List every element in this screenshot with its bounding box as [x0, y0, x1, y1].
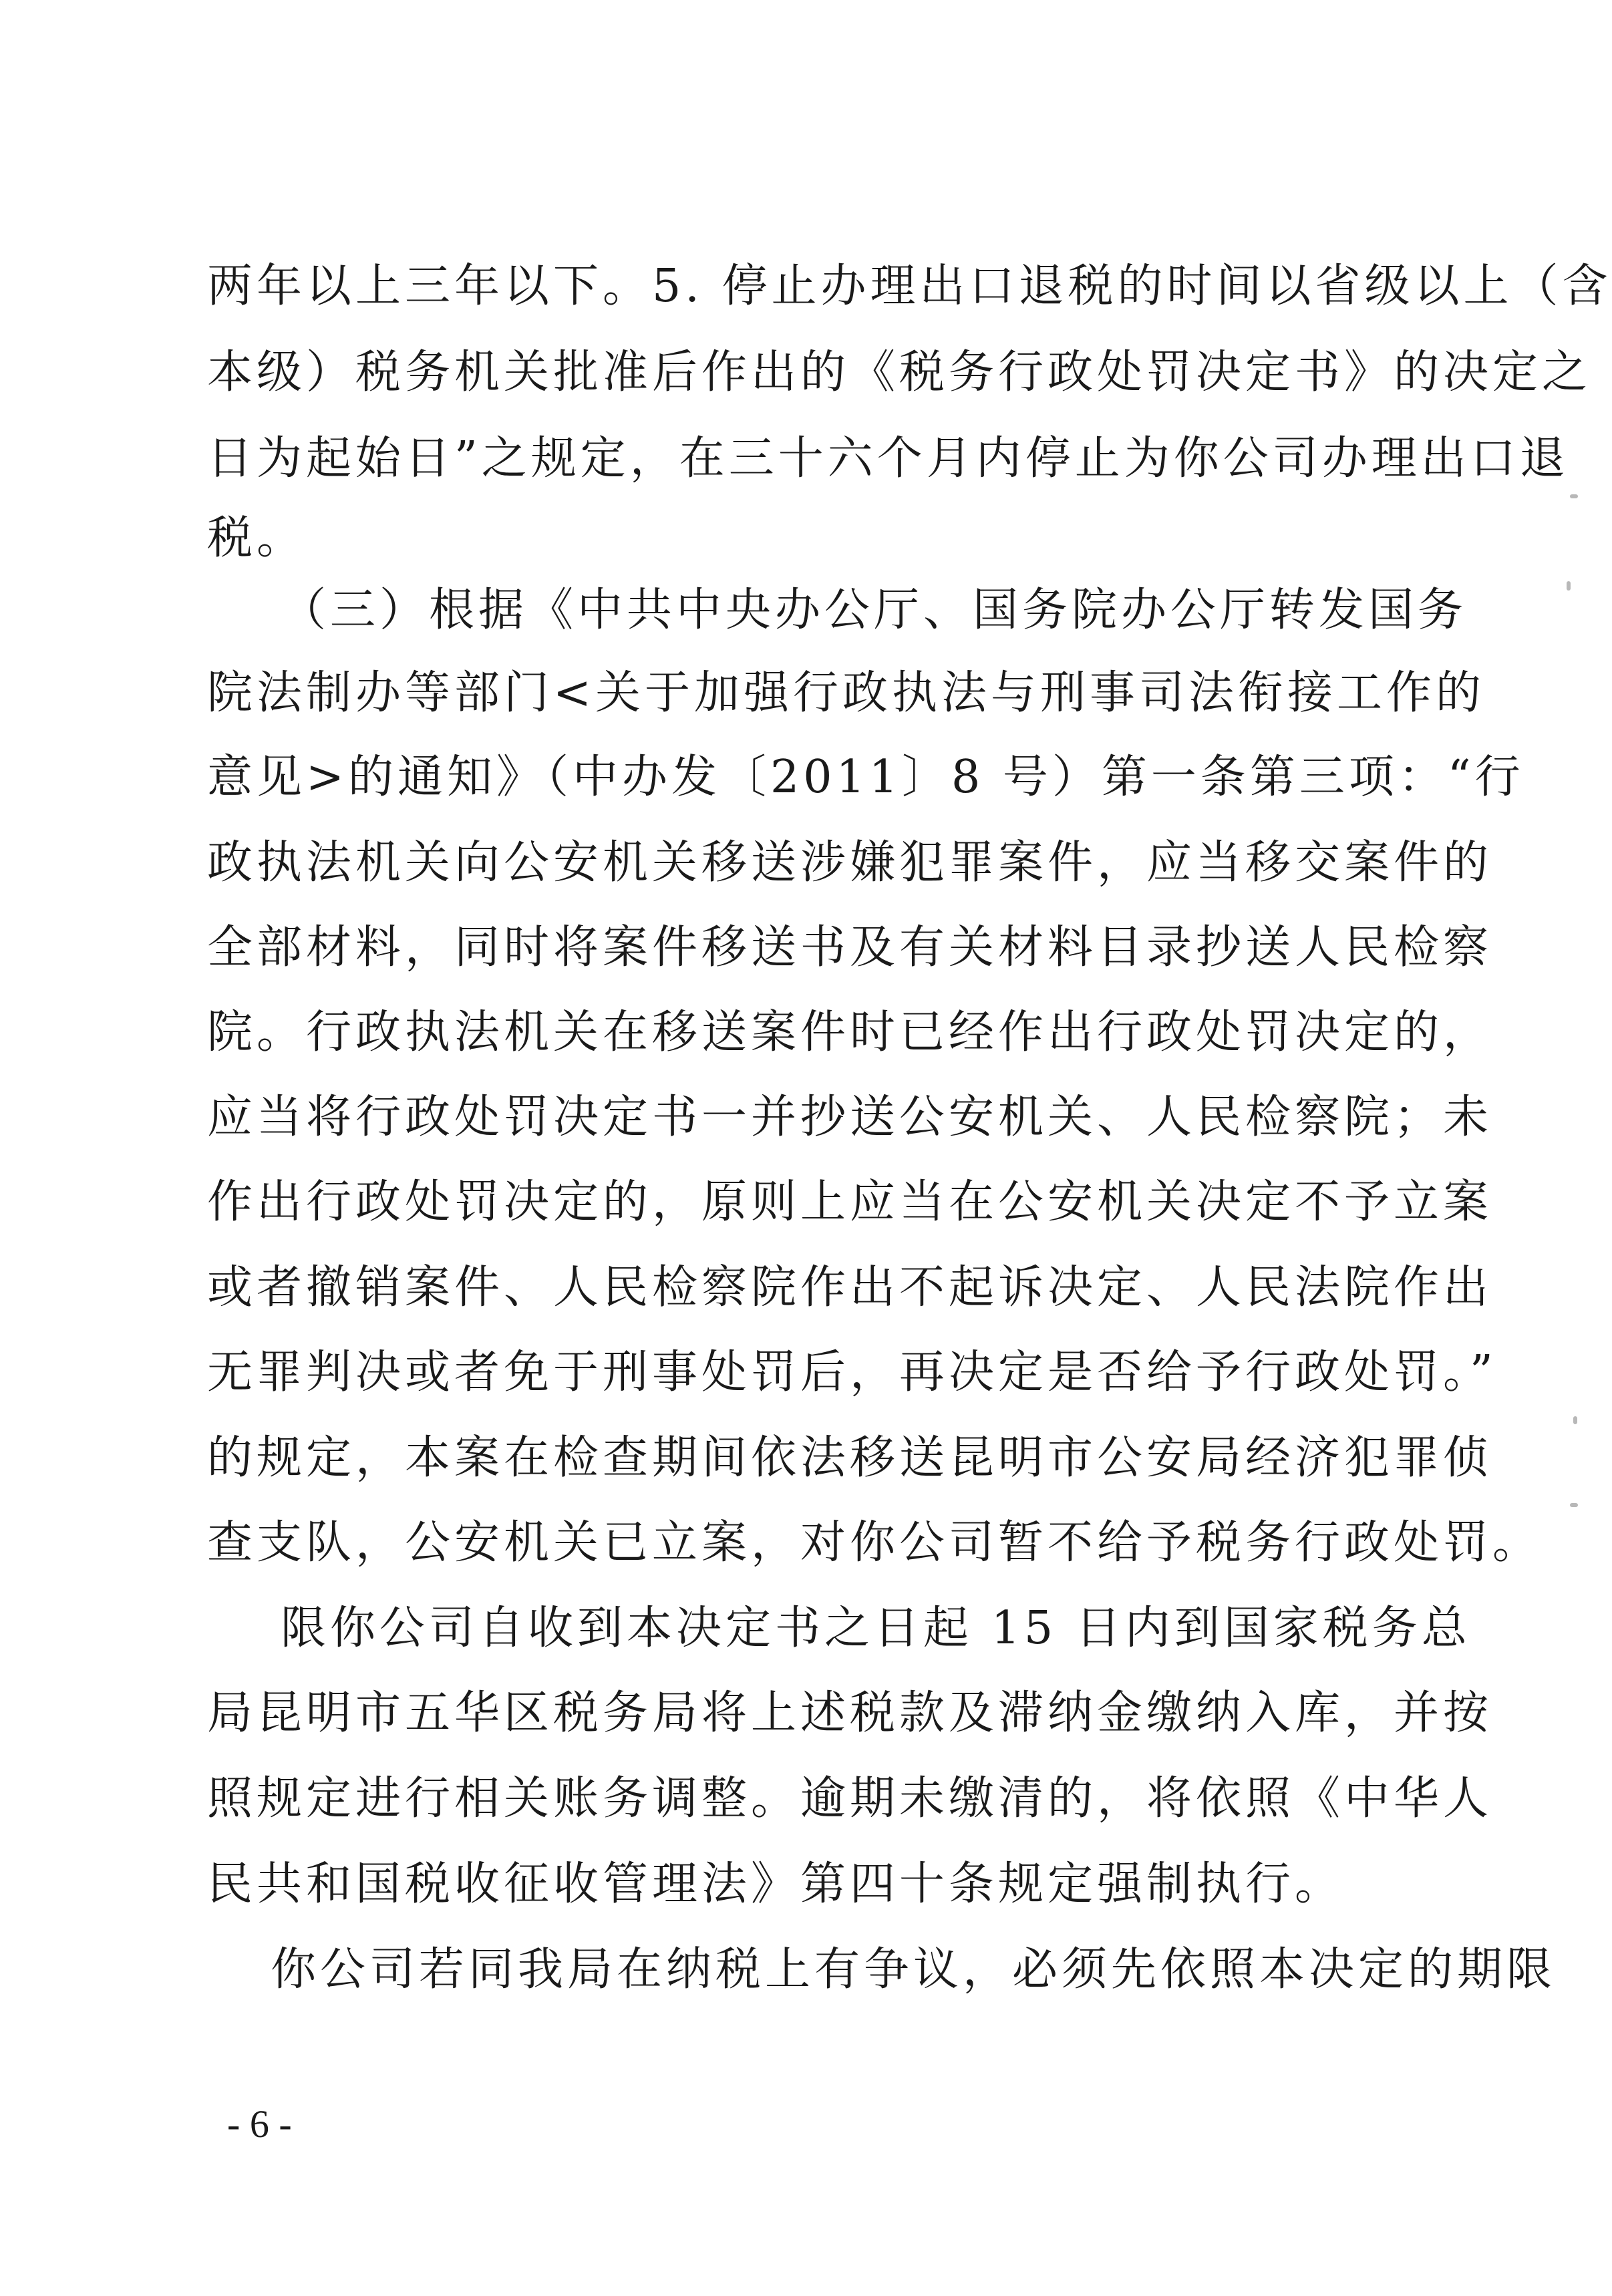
text-line: 日为起始日”之规定，在三十六个月内停止为你公司办理出口退 — [207, 432, 1569, 485]
text-line: 应当将行政处罚决定书一并抄送公安机关、人民检察院；未 — [207, 1091, 1493, 1144]
text-line: 税。 — [207, 512, 307, 564]
text-line: （三）根据《中共中央办公厅、国务院办公厅转发国务 — [281, 584, 1468, 637]
text-line: 或者撤销案件、人民检察院作出不起诉决定、人民法院作出 — [207, 1261, 1493, 1314]
text-line: 的规定，本案在检查期间依法移送昆明市公安局经济犯罪侦 — [207, 1432, 1493, 1484]
text-line: 政执法机关向公安机关移送涉嫌犯罪案件，应当移交案件的 — [207, 836, 1493, 889]
text-line: 照规定进行相关账务调整。逾期未缴清的，将依照《中华人 — [207, 1772, 1493, 1825]
text-line: 院。行政执法机关在移送案件时已经作出行政处罚决定的， — [207, 1006, 1493, 1059]
text-line: 本级）税务机关批准后作出的《税务行政处罚决定书》的决定之 — [207, 346, 1592, 399]
text-line: 作出行政处罚决定的，原则上应当在公安机关决定不予立案 — [207, 1176, 1493, 1228]
text-line: 意见>的通知》（中办发〔2011〕8 号）第一条第三项：“行 — [207, 751, 1524, 804]
scan-speck — [1570, 494, 1578, 498]
page-number: - 6 - — [227, 2102, 292, 2146]
text-line: 无罪判决或者免于刑事处罚后，再决定是否给予行政处罚。” — [207, 1346, 1497, 1399]
text-line: 院法制办等部门<关于加强行政执法与刑事司法衔接工作的 — [207, 667, 1485, 719]
text-line: 民共和国税收征收管理法》第四十条规定强制执行。 — [207, 1858, 1345, 1911]
text-line: 两年以上三年以下。5. 停止办理出口退税的时间以省级以上（含 — [207, 260, 1612, 313]
scan-speck — [1573, 1416, 1577, 1424]
scan-speck — [1570, 1503, 1578, 1507]
text-line: 你公司若同我局在纳税上有争议，必须先依照本决定的期限 — [271, 1943, 1557, 1996]
text-line: 查支队，公安机关已立案，对你公司暂不给予税务行政处罚。 — [207, 1516, 1543, 1569]
scan-speck — [1567, 581, 1571, 591]
text-line: 限你公司自收到本决定书之日起 15 日内到国家税务总 — [281, 1602, 1471, 1655]
text-line: 全部材料，同时将案件移送书及有关材料目录抄送人民检察 — [207, 921, 1493, 974]
text-line: 局昆明市五华区税务局将上述税款及滞纳金缴纳入库，并按 — [207, 1687, 1493, 1740]
